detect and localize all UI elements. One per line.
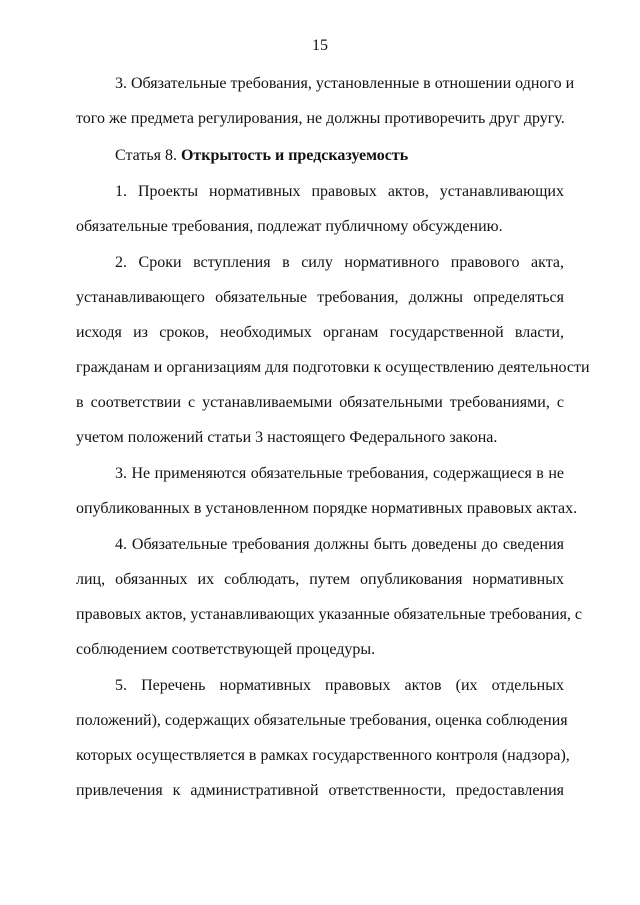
article-paragraph-4	[76, 527, 583, 667]
text-line: 4. Обязательные требования должны быть доведены до сведения	[115, 536, 564, 553]
text-line: 1. Проекты нормативных правовых актов, устанавливающих	[115, 183, 564, 200]
text-line: гражданам и организациям для подготовки к осуществлению деятельности	[76, 359, 590, 376]
article-heading	[76, 138, 564, 173]
article-paragraph-3	[76, 456, 578, 526]
article-paragraph-1	[76, 174, 564, 244]
text-line: лиц, обязанных их соблюдать, путем опубликования нормативных	[76, 571, 564, 588]
text-line: привлечения к административной ответственности, предоставления	[76, 782, 564, 799]
document-body	[76, 66, 590, 811]
text-line: правовых актов, устанавливающих указанные обязательные требования, с	[76, 606, 583, 623]
text-line: в соответствии с устанавливаемыми обязательными требованиями, с	[76, 394, 564, 411]
text-line: 3. Не применяются обязательные требования, содержащиеся в не	[115, 465, 564, 482]
article-paragraph-5	[76, 668, 570, 808]
text-line: устанавливающего обязательные требования, должны определяться	[76, 289, 564, 306]
text-line: исходя из сроков, необходимых органам государственной власти,	[76, 324, 564, 341]
text-line: положений), содержащих обязательные требования, оценка соблюдения	[76, 712, 568, 729]
text-line: которых осуществляется в рамках государственного контроля (надзора),	[76, 747, 570, 764]
article-title: Открытость и предсказуемость	[180, 147, 409, 164]
text-line: опубликованных в установленном порядке нормативных правовых актах.	[76, 500, 578, 517]
article-prefix: Статья 8.	[115, 147, 177, 164]
text-line: учетом положений статьи 3 настоящего Федерального закона.	[76, 429, 498, 446]
text-line: 2. Сроки вступления в силу нормативного правового акта,	[115, 254, 564, 271]
text-line: 5. Перечень нормативных правовых актов (их отдельных	[115, 677, 564, 694]
text-line: соблюдением соответствующей процедуры.	[76, 641, 376, 658]
text-line: того же предмета регулирования, не должны противоречить друг другу.	[76, 110, 565, 127]
text-line: 3. Обязательные требования, установленные в отношении одного и	[115, 75, 575, 92]
page-number: 15	[312, 37, 328, 54]
paragraph-3	[76, 66, 575, 136]
article-paragraph-2	[76, 245, 590, 455]
text-line: обязательные требования, подлежат публичному обсуждению.	[76, 218, 503, 235]
